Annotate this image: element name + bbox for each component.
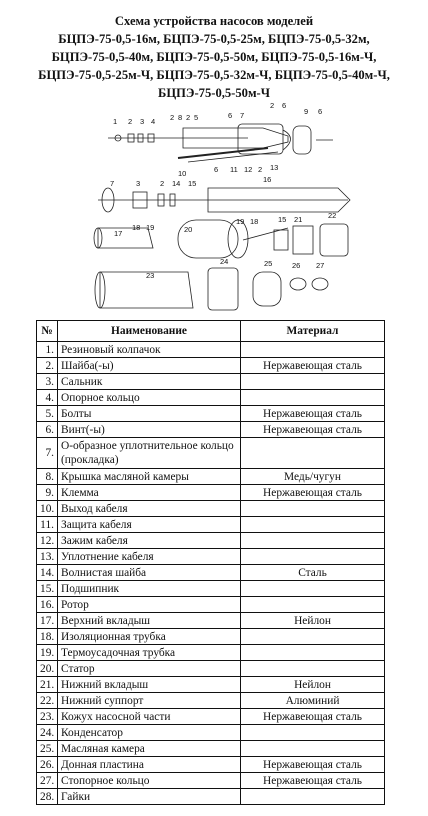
- part-material: [241, 629, 385, 645]
- part-material: Нержавеющая сталь: [241, 358, 385, 374]
- part-material: Медь/чугун: [241, 469, 385, 485]
- part-material: Алюминий: [241, 693, 385, 709]
- table-header-row: [37, 321, 385, 342]
- row-number: 11.: [37, 517, 58, 533]
- callout-label: 2: [128, 117, 133, 126]
- part-name: Масляная камера: [58, 741, 241, 757]
- row-number: 22.: [37, 693, 58, 709]
- part-name: Уплотнение кабеля: [58, 549, 241, 565]
- row-number: 10.: [37, 501, 58, 517]
- part-material: [241, 597, 385, 613]
- row-number: 7.: [37, 438, 58, 469]
- part-material: [241, 390, 385, 406]
- part-material: [241, 741, 385, 757]
- row-number: 24.: [37, 725, 58, 741]
- callout-label: 9: [304, 107, 309, 116]
- part-material: [241, 789, 385, 805]
- callout-label: 10: [178, 169, 187, 178]
- callout-label: 20: [184, 225, 193, 234]
- table-row: [37, 677, 385, 693]
- callout-label: 2: [186, 113, 191, 122]
- callout-label: 8: [178, 113, 183, 122]
- callout-label: 2: [258, 165, 263, 174]
- row-number: 28.: [37, 789, 58, 805]
- table-row: [37, 741, 385, 757]
- part-name: Донная пластина: [58, 757, 241, 773]
- row-number: 25.: [37, 741, 58, 757]
- table-row: [37, 597, 385, 613]
- column-header-name: Наименование: [58, 321, 241, 342]
- table-row: [37, 422, 385, 438]
- table-row: [37, 789, 385, 805]
- callout-label: 6: [282, 101, 287, 110]
- part-material: [241, 342, 385, 358]
- callout-label: 13: [270, 163, 279, 172]
- callout-label: 7: [240, 111, 245, 120]
- column-header-number: №: [37, 321, 58, 342]
- parts-table: [36, 320, 385, 805]
- row-number: 5.: [37, 406, 58, 422]
- part-name: Болты: [58, 406, 241, 422]
- part-name: Шайба(-ы): [58, 358, 241, 374]
- row-number: 2.: [37, 358, 58, 374]
- callout-label: 15: [278, 215, 287, 224]
- part-name: Подшипник: [58, 581, 241, 597]
- table-row: [37, 773, 385, 789]
- part-name: Нижний суппорт: [58, 693, 241, 709]
- row-number: 1.: [37, 342, 58, 358]
- part-name: Сальник: [58, 374, 241, 390]
- part-material: Нейлон: [241, 613, 385, 629]
- exploded-pump-diagram: [88, 100, 388, 315]
- table-row: [37, 342, 385, 358]
- row-number: 3.: [37, 374, 58, 390]
- part-name: О-образное уплотнительное кольцо (прокладка): [58, 438, 241, 469]
- part-name: Волнистая шайба: [58, 565, 241, 581]
- callout-label: 24: [220, 257, 229, 266]
- table-row: [37, 358, 385, 374]
- callout-label: 1: [113, 117, 118, 126]
- callout-label: 6: [318, 107, 323, 116]
- callout-label: 18: [132, 223, 141, 232]
- title-line: БЦПЭ-75-0,5-40м, БЦПЭ-75-0,5-50м, БЦПЭ-75-0,5-16м-Ч,: [51, 50, 377, 64]
- table-row: [37, 709, 385, 725]
- callout-label: 7: [110, 179, 115, 188]
- table-row: [37, 549, 385, 565]
- callout-label: 2: [170, 113, 175, 122]
- part-name: Кожух насосной части: [58, 709, 241, 725]
- row-number: 6.: [37, 422, 58, 438]
- row-number: 20.: [37, 661, 58, 677]
- row-number: 12.: [37, 533, 58, 549]
- table-row: [37, 501, 385, 517]
- callout-label: 3: [140, 117, 145, 126]
- part-material: [241, 438, 385, 469]
- callout-label: 18: [250, 217, 259, 226]
- callout-label: 17: [114, 229, 123, 238]
- part-name: Крышка масляной камеры: [58, 469, 241, 485]
- part-material: [241, 645, 385, 661]
- diagram-row-head: [108, 124, 333, 162]
- part-name: Конденсатор: [58, 725, 241, 741]
- title-line: БЦПЭ-75-0,5-25м-Ч, БЦПЭ-75-0,5-32м-Ч, БЦПЭ-75-0,5-40м-Ч,: [38, 68, 390, 82]
- part-name: Выход кабеля: [58, 501, 241, 517]
- part-material: Нержавеющая сталь: [241, 485, 385, 501]
- title-line: БЦПЭ-75-0,5-16м, БЦПЭ-75-0,5-25м, БЦПЭ-75-0,5-32м,: [58, 32, 370, 46]
- part-name: Зажим кабеля: [58, 533, 241, 549]
- callout-label: 22: [328, 211, 337, 220]
- table-row: [37, 469, 385, 485]
- part-material: [241, 374, 385, 390]
- part-material: Нейлон: [241, 677, 385, 693]
- callout-label: 26: [292, 261, 301, 270]
- callout-label: 5: [194, 113, 199, 122]
- row-number: 26.: [37, 757, 58, 773]
- row-number: 4.: [37, 390, 58, 406]
- part-material: Нержавеющая сталь: [241, 757, 385, 773]
- part-material: [241, 725, 385, 741]
- callout-label: 19: [146, 223, 155, 232]
- part-material: [241, 533, 385, 549]
- part-material: [241, 661, 385, 677]
- row-number: 18.: [37, 629, 58, 645]
- table-row: [37, 406, 385, 422]
- part-name: Защита кабеля: [58, 517, 241, 533]
- part-material: Нержавеющая сталь: [241, 406, 385, 422]
- callout-label: 6: [228, 111, 233, 120]
- part-material: Сталь: [241, 565, 385, 581]
- table-row: [37, 581, 385, 597]
- callout-label: 14: [172, 179, 181, 188]
- part-material: Нержавеющая сталь: [241, 709, 385, 725]
- row-number: 13.: [37, 549, 58, 565]
- part-name: Нижний вкладыш: [58, 677, 241, 693]
- title-line: Схема устройства насосов моделей: [114, 14, 314, 28]
- part-name: Ротор: [58, 597, 241, 613]
- table-row: [37, 661, 385, 677]
- table-row: [37, 390, 385, 406]
- callout-label: 2: [160, 179, 165, 188]
- part-material: Нержавеющая сталь: [241, 773, 385, 789]
- table-row: [37, 438, 385, 469]
- callout-label: 15: [188, 179, 197, 188]
- callout-label: 11: [230, 165, 238, 174]
- callout-label: 2: [270, 101, 275, 110]
- document-title: [0, 12, 428, 102]
- row-number: 21.: [37, 677, 58, 693]
- part-material: [241, 581, 385, 597]
- callout-label: 3: [136, 179, 141, 188]
- part-material: Нержавеющая сталь: [241, 422, 385, 438]
- callout-label: 4: [151, 117, 156, 126]
- table-row: [37, 565, 385, 581]
- part-name: Гайки: [58, 789, 241, 805]
- row-number: 9.: [37, 485, 58, 501]
- diagram-row-casing: [95, 268, 328, 310]
- table-row: [37, 645, 385, 661]
- callout-label: 16: [263, 175, 272, 184]
- callout-label: 12: [244, 165, 253, 174]
- part-material: [241, 501, 385, 517]
- table-row: [37, 613, 385, 629]
- diagram-row-shaft: [98, 188, 350, 212]
- callout-label: 6: [214, 165, 219, 174]
- callout-label: 21: [294, 215, 303, 224]
- table-row: [37, 757, 385, 773]
- row-number: 16.: [37, 597, 58, 613]
- part-material: [241, 549, 385, 565]
- table-row: [37, 485, 385, 501]
- row-number: 19.: [37, 645, 58, 661]
- row-number: 17.: [37, 613, 58, 629]
- row-number: 23.: [37, 709, 58, 725]
- part-name: Изоляционная трубка: [58, 629, 241, 645]
- callout-label: 27: [316, 261, 325, 270]
- callout-label: 25: [264, 259, 273, 268]
- table-row: [37, 533, 385, 549]
- table-row: [37, 725, 385, 741]
- table-row: [37, 517, 385, 533]
- part-name: Верхний вкладыш: [58, 613, 241, 629]
- table-row: [37, 629, 385, 645]
- row-number: 27.: [37, 773, 58, 789]
- table-row: [37, 374, 385, 390]
- row-number: 14.: [37, 565, 58, 581]
- column-header-material: Материал: [241, 321, 385, 342]
- part-name: Статор: [58, 661, 241, 677]
- part-name: Клемма: [58, 485, 241, 501]
- row-number: 15.: [37, 581, 58, 597]
- callout-label: 19: [236, 217, 245, 226]
- part-name: Резиновый колпачок: [58, 342, 241, 358]
- row-number: 8.: [37, 469, 58, 485]
- part-material: [241, 517, 385, 533]
- part-name: Стопорное кольцо: [58, 773, 241, 789]
- part-name: Винт(-ы): [58, 422, 241, 438]
- title-line: БЦПЭ-75-0,5-50м-Ч: [158, 86, 270, 100]
- callout-label: 23: [146, 271, 155, 280]
- part-name: Опорное кольцо: [58, 390, 241, 406]
- part-name: Термоусадочная трубка: [58, 645, 241, 661]
- table-row: [37, 693, 385, 709]
